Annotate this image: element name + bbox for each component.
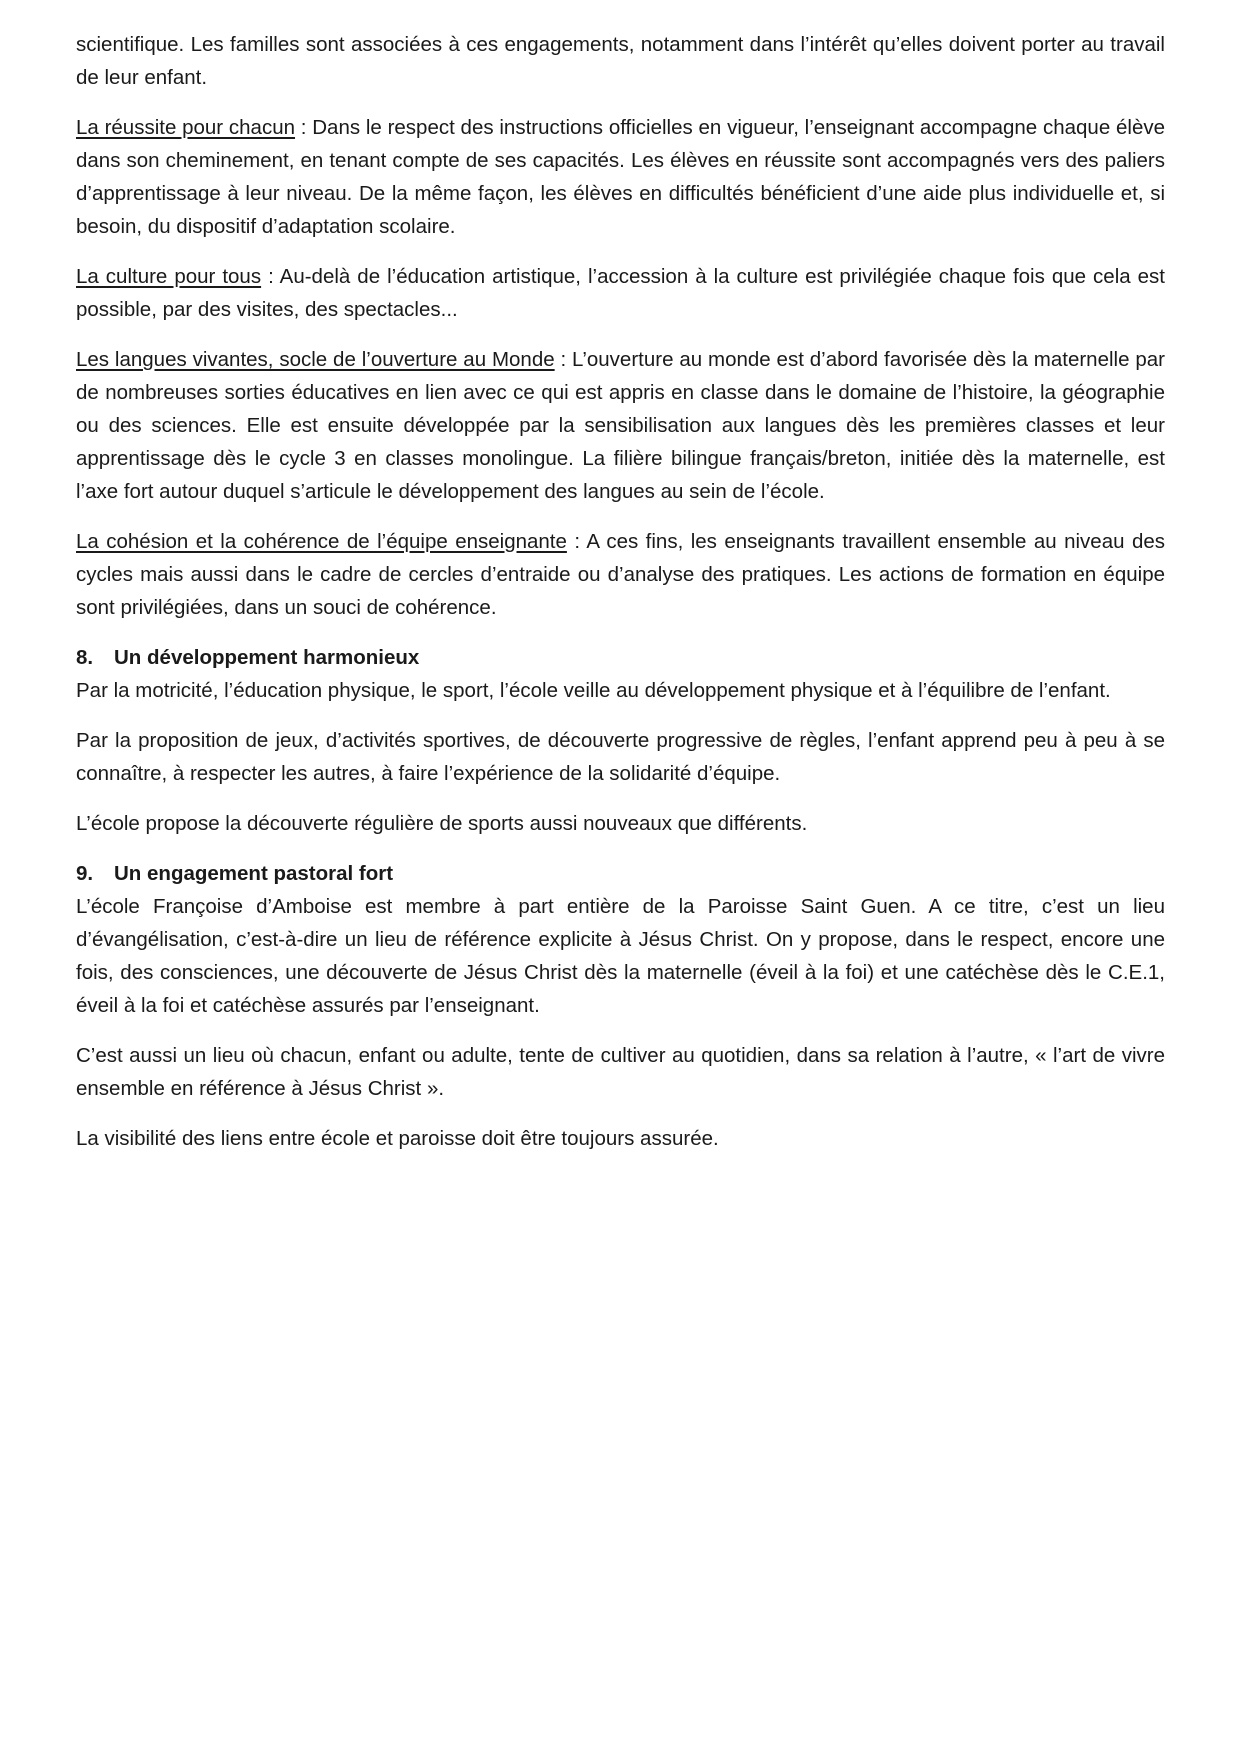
section-9-paragraph: La visibilité des liens entre école et paroisse doit être toujours assurée. bbox=[76, 1127, 719, 1150]
section-8-paragraph: Par la motricité, l’éducation physique, le sport, l’école veille au développement physique et à l’équilibre de l’enfant. bbox=[76, 679, 1111, 702]
paragraph-families: scientifique. Les familles sont associées à ces engagements, notamment dans l’intérêt qu’elles doivent porter au travail de leur enfant. bbox=[76, 33, 1165, 89]
paragraph-text: : A ces fins, les enseignants travaillent ensemble au niveau des cycles mais aussi dans le cadre de cercles d’entraide ou d’analyse des pratiques. Les actions de formation en équipe sont privilégiées, dans un souci de cohérence. bbox=[76, 530, 1165, 619]
underlined-label-langues: Les langues vivantes, socle de l’ouverture au Monde bbox=[76, 348, 555, 371]
section-8-paragraph: Par la proposition de jeux, d’activités sportives, de découverte progressive de règles, l’enfant apprend peu à peu à se connaître, à respecter les autres, à faire l’expérience de la solidarité d’équipe. bbox=[76, 729, 1165, 785]
section-number: 8. bbox=[76, 646, 94, 669]
section-number: 9. bbox=[76, 862, 94, 885]
paragraph-cohesion bbox=[76, 525, 1165, 624]
paragraph-text: : Dans le respect des instructions officielles en vigueur, l’enseignant accompagne chaque élève dans son cheminement, en tenant compte de ses capacités. Les élèves en réussite sont accompagnés vers des paliers d’apprentissage à leur niveau. De la même façon, les élèves en difficultés bénéficient d’une aide plus individuelle et, si besoin, du dispositif d’adaptation scolaire. bbox=[76, 116, 1165, 238]
section-8-paragraph: L’école propose la découverte régulière de sports aussi nouveaux que différents. bbox=[76, 812, 808, 835]
section-9-paragraph: C’est aussi un lieu où chacun, enfant ou adulte, tente de cultiver au quotidien, dans sa relation à l’autre, « l’art de vivre ensemble en référence à Jésus Christ ». bbox=[76, 1044, 1165, 1100]
paragraph-langues bbox=[76, 343, 1165, 508]
paragraph-reussite bbox=[76, 111, 1165, 243]
underlined-label-cohesion: La cohésion et la cohérence de l’équipe enseignante bbox=[76, 530, 567, 553]
paragraph-culture bbox=[76, 260, 1165, 326]
section-title: Un engagement pastoral fort bbox=[114, 862, 394, 885]
underlined-label-reussite: La réussite pour chacun bbox=[76, 116, 296, 139]
section-title: Un développement harmonieux bbox=[114, 646, 420, 669]
paragraph-text: : Au-delà de l’éducation artistique, l’accession à la culture est privilégiée chaque fois que cela est possible, par des visites, des spectacles... bbox=[76, 265, 1165, 321]
section-9-heading bbox=[76, 857, 1165, 890]
section-8-heading bbox=[76, 641, 1165, 674]
section-9-paragraph: L’école Françoise d’Amboise est membre à part entière de la Paroisse Saint Guen. A ce titre, c’est un lieu d’évangélisation, c’est-à-dire un lieu de référence explicite à Jésus Christ. On y propose, dans le respect, encore une fois, des consciences, une découverte de Jésus Christ dès la maternelle (éveil à la foi) et une catéchèse dès le C.E.1, éveil à la foi et catéchèse assurés par l’enseignant. bbox=[76, 895, 1165, 1017]
paragraph-text: : L’ouverture au monde est d’abord favorisée dès la maternelle par de nombreuses sorties éducatives en lien avec ce qui est appris en classe dans le domaine de l’histoire, la géographie ou des sciences. Elle est ensuite développée par la sensibilisation aux langues dès les premières classes et leur apprentissage dès le cycle 3 en classes monolingue. La filière bilingue français/breton, initiée dès la maternelle, est l’axe fort autour duquel s’articule le développement des langues au sein de l’école. bbox=[76, 348, 1165, 503]
underlined-label-culture: La culture pour tous bbox=[76, 265, 262, 288]
